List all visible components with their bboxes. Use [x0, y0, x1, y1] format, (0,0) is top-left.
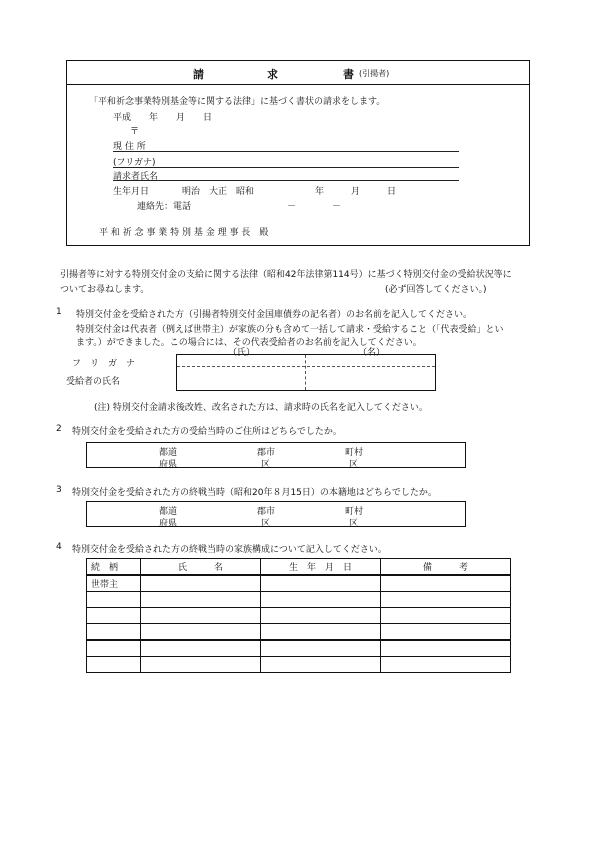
header-name: 氏 名 — [141, 559, 261, 576]
recipient-name-box — [176, 354, 436, 391]
birthdate-cell[interactable] — [261, 608, 381, 624]
table-row — [87, 624, 511, 641]
request-form-frame — [66, 60, 530, 246]
form-title-bar — [67, 61, 529, 85]
q4-number: 4 — [56, 542, 62, 552]
relation-cell[interactable]: 世帯主 — [87, 575, 141, 592]
q2-to-do: 都道 — [159, 448, 178, 458]
remarks-cell[interactable] — [381, 640, 511, 657]
address-label: 現 住 所 — [113, 142, 146, 152]
name-cell[interactable] — [141, 657, 261, 673]
birthdate-cell[interactable] — [261, 624, 381, 641]
header-remarks: 備 考 — [381, 559, 511, 576]
family-table-header — [87, 559, 511, 576]
q3-domicile-box[interactable] — [86, 501, 466, 527]
header-relation: 続 柄 — [87, 559, 141, 576]
form-addressee: 平 和 祈 念 事 業 特 別 基 金 理 事 長 殿 — [99, 228, 269, 238]
q2-ku2: 区 — [349, 460, 359, 470]
survey-intro-note: (必ず回答してください。) — [385, 285, 487, 295]
relation-cell[interactable] — [87, 608, 141, 624]
family-name-field[interactable] — [177, 367, 305, 390]
title-char-2: 求 — [267, 68, 278, 81]
requester-name-line[interactable] — [113, 180, 459, 181]
q3-number: 3 — [56, 485, 62, 495]
title-char-1: 請 — [193, 68, 204, 81]
remarks-cell[interactable] — [381, 575, 511, 592]
relation-cell[interactable] — [87, 657, 141, 673]
birthdate-cell[interactable] — [261, 640, 381, 657]
remarks-cell[interactable] — [381, 624, 511, 641]
title-subtitle: (引揚者) — [359, 69, 390, 78]
era-options: 明治 大正 昭和 — [182, 187, 255, 197]
family-table — [86, 558, 511, 673]
q3-to-do: 都道 — [159, 507, 178, 517]
name-cell[interactable] — [141, 624, 261, 641]
header-birthdate: 生 年 月 日 — [261, 559, 381, 576]
q2-machi-mura: 町村 — [345, 448, 364, 458]
name-cell[interactable] — [141, 608, 261, 624]
q1-para-line1: 特別交付金は代表者（例えば世帯主）が家族の分も含めて一括して請求・受給すること（「代表受給」とい — [76, 325, 504, 335]
birthdate-ymd: 年 月 日 — [315, 187, 397, 197]
q1-col-given: （名） — [358, 348, 386, 358]
remarks-cell[interactable] — [381, 592, 511, 608]
q1-number: 1 — [56, 307, 62, 317]
q1-row-furigana: フ リ ガ ナ — [72, 359, 136, 369]
table-row — [87, 592, 511, 608]
table-row — [87, 640, 511, 657]
name-cell[interactable] — [141, 592, 261, 608]
title-char-3: 書 — [343, 68, 354, 81]
birthdate-cell[interactable] — [261, 575, 381, 592]
q2-text: 特別交付金を受給された方の受給当時のご住所はどちらでしたか。 — [72, 427, 342, 437]
birthdate-label: 生年月日 — [113, 187, 150, 197]
relation-cell[interactable] — [87, 624, 141, 641]
contact-phone-label: 連絡先：電話 — [137, 202, 192, 212]
relation-cell[interactable] — [87, 640, 141, 657]
furigana-label: (フリガナ) — [113, 158, 156, 168]
q1-para-line2: ます。）ができました。この場合には、その代表受給者のお名前を記入してください。 — [76, 338, 422, 348]
table-row — [87, 608, 511, 624]
request-date: 平成 年 月 日 — [113, 113, 213, 123]
name-cell[interactable] — [141, 640, 261, 657]
q2-gun-shi: 郡市 — [257, 448, 276, 458]
requester-name-label: 請求者氏名 — [113, 172, 159, 182]
birthdate-cell[interactable] — [261, 657, 381, 673]
q3-text: 特別交付金を受給された方の終戦当時（昭和20年８月15日）の本籍地はどちらでしたか。 — [72, 488, 437, 498]
q1-row-name: 受給者の氏名 — [66, 377, 121, 387]
postal-mark: 〒 — [130, 127, 140, 137]
q2-fu-ken: 府県 — [159, 460, 178, 470]
q3-ku2: 区 — [349, 519, 359, 529]
remarks-cell[interactable] — [381, 608, 511, 624]
name-cell[interactable] — [141, 575, 261, 592]
survey-intro-line2: ついてお尋ねします。 — [60, 285, 150, 295]
q1-text: 特別交付金を受給された方（引揚者特別交付金国庫債券の記名者）のお名前を記入してください。 — [76, 310, 473, 320]
q3-machi-mura: 町村 — [345, 507, 364, 517]
survey-intro-line1: 引揚者等に対する特別交付金の支給に関する法律（昭和42年法律第114号）に基づく特別交付金の受給状況等に — [60, 270, 512, 280]
q2-ku1: 区 — [261, 460, 271, 470]
relation-cell[interactable] — [87, 592, 141, 608]
birthdate-cell[interactable] — [261, 592, 381, 608]
q1-note: (注) 特別交付金請求後改姓、改名された方は、請求時の氏名を記入してください。 — [94, 403, 428, 413]
given-name-field[interactable] — [306, 367, 435, 390]
remarks-cell[interactable] — [381, 657, 511, 673]
address-line[interactable] — [113, 151, 459, 152]
q3-gun-shi: 郡市 — [257, 507, 276, 517]
table-row — [87, 575, 511, 592]
q1-col-family: （氏） — [228, 348, 256, 358]
q3-ku1: 区 — [261, 519, 271, 529]
given-name-furigana-field[interactable] — [306, 355, 435, 366]
q2-address-box[interactable] — [86, 442, 466, 468]
furigana-line[interactable] — [113, 167, 459, 168]
q4-text: 特別交付金を受給された方の終戦当時の家族構成について記入してください。 — [72, 545, 387, 555]
q2-number: 2 — [56, 424, 62, 434]
form-intro: 「平和祈念事業特別基金等に関する法律」に基づく書状の請求をします。 — [89, 97, 386, 107]
q3-fu-ken: 府県 — [159, 519, 178, 529]
table-row — [87, 657, 511, 673]
family-name-furigana-field[interactable] — [177, 355, 305, 366]
phone-dashes: － － — [287, 202, 342, 212]
